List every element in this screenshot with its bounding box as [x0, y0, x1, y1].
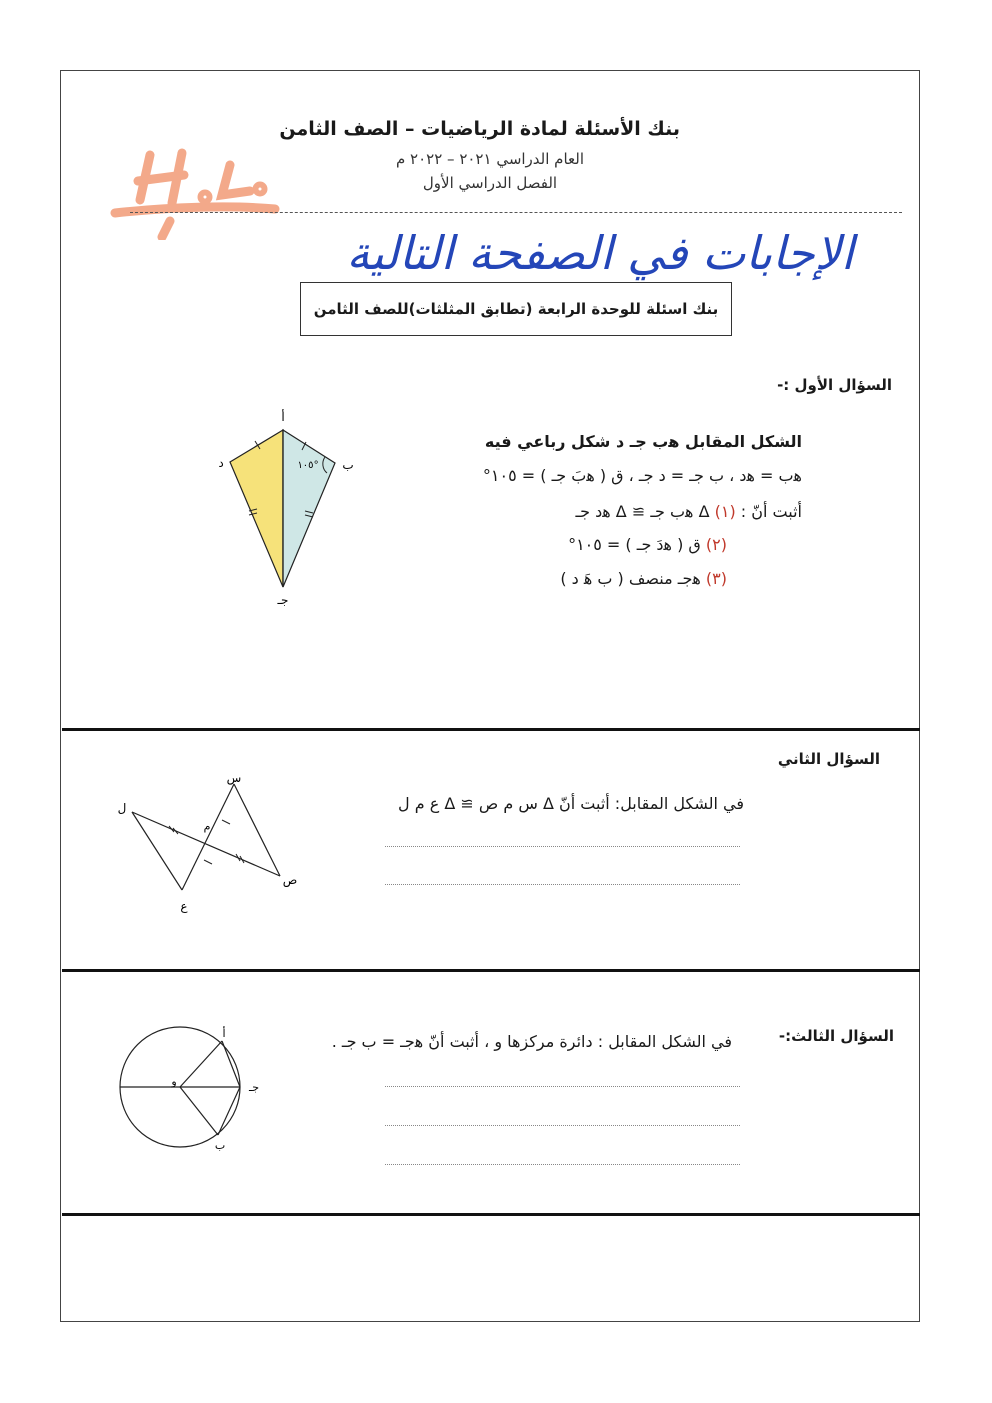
- q3-text: في الشكل المقابل : دائرة مركزها و ، أثبت أنّ ﻫجـ = ب جـ .: [331, 1032, 732, 1051]
- q1-item2-num: (٢): [705, 535, 727, 554]
- q2-label-s: س: [226, 772, 242, 785]
- q1-item2: [568, 535, 727, 554]
- kite-left-half: [230, 430, 283, 587]
- q2-text: في الشكل المقابل: أثبت أنّ Δ س م ص ≅ Δ ع م ل: [398, 794, 744, 813]
- q1-item3-num: (٣): [705, 569, 727, 588]
- kite-label-bottom: جـ: [277, 593, 289, 607]
- q3-answer-line-3[interactable]: [385, 1164, 740, 1165]
- q1-prove: أثبت أنّ :: [740, 502, 802, 521]
- kite-right-half: [283, 430, 335, 587]
- section-separator-1: [62, 728, 920, 731]
- q3-label-b: ب: [214, 1139, 226, 1152]
- q3-figure: [112, 1025, 272, 1155]
- q1-kite-figure: [205, 405, 365, 610]
- kite-label-top: أ: [281, 410, 285, 424]
- q3-label-w: و: [171, 1075, 177, 1088]
- q2-answer-line-1[interactable]: [385, 846, 740, 847]
- handwritten-initials: [110, 145, 280, 240]
- handwritten-answers-note: الإجابات في الصفحة التالية: [346, 226, 854, 280]
- q1-line1: الشكل المقابل ﻫب جـ د شكل رباعي فيه: [484, 432, 802, 451]
- header-semester: الفصل الدراسي الأول: [422, 174, 558, 192]
- q3-answer-line-1[interactable]: [385, 1086, 740, 1087]
- unit-title-box: بنك اسئلة للوحدة الرابعة (تطابق المثلثات)للصف الثامن: [300, 282, 732, 336]
- header-year: العام الدراسي ٢٠٢١ – ٢٠٢٢ م: [395, 150, 585, 168]
- q2-label-a: ع: [180, 899, 188, 913]
- q2-heading: السؤال الثاني: [777, 750, 880, 768]
- section-separator-3: [62, 1213, 920, 1216]
- q1-item1-text: Δ ﻫب جـ ≅ Δ ﻫد جـ: [575, 502, 710, 521]
- q3-label-j: جـ: [248, 1081, 260, 1094]
- q1-item2-text: ق ( ﻫدَ جـ ) = ١٠٥°: [568, 535, 701, 554]
- kite-angle-label: ١٠٥°: [297, 460, 319, 471]
- header-divider: [130, 212, 902, 213]
- q1-item1: [575, 502, 802, 521]
- q1-item3-text: ﻫجـ منصف ( ب ﻫَ د ): [560, 569, 701, 588]
- header-title: بنك الأسئلة لمادة الرياضيات – الصف الثامن: [279, 118, 680, 140]
- q3-label-a: أ: [222, 1027, 226, 1040]
- q3-heading: السؤال الثالث:-: [778, 1027, 894, 1045]
- kite-label-left: د: [218, 456, 224, 470]
- q3-answer-line-2[interactable]: [385, 1125, 740, 1126]
- q1-item1-num: (١): [714, 502, 736, 521]
- q1-heading: السؤال الأول :-: [777, 376, 892, 394]
- q2-answer-line-2[interactable]: [385, 884, 740, 885]
- q1-line2: ﻫب = ﻫد ، ب جـ = د جـ ، ق ( ﻫبَ جـ ) = ١٠٥°: [482, 466, 802, 485]
- kite-label-right: ب: [342, 458, 354, 472]
- q1-item3: [560, 569, 727, 588]
- q2-figure: [112, 772, 302, 920]
- q2-label-m: م: [203, 820, 211, 833]
- q2-label-l: ل: [117, 801, 127, 815]
- section-separator-2: [62, 969, 920, 972]
- q2-label-p: ص: [282, 873, 298, 887]
